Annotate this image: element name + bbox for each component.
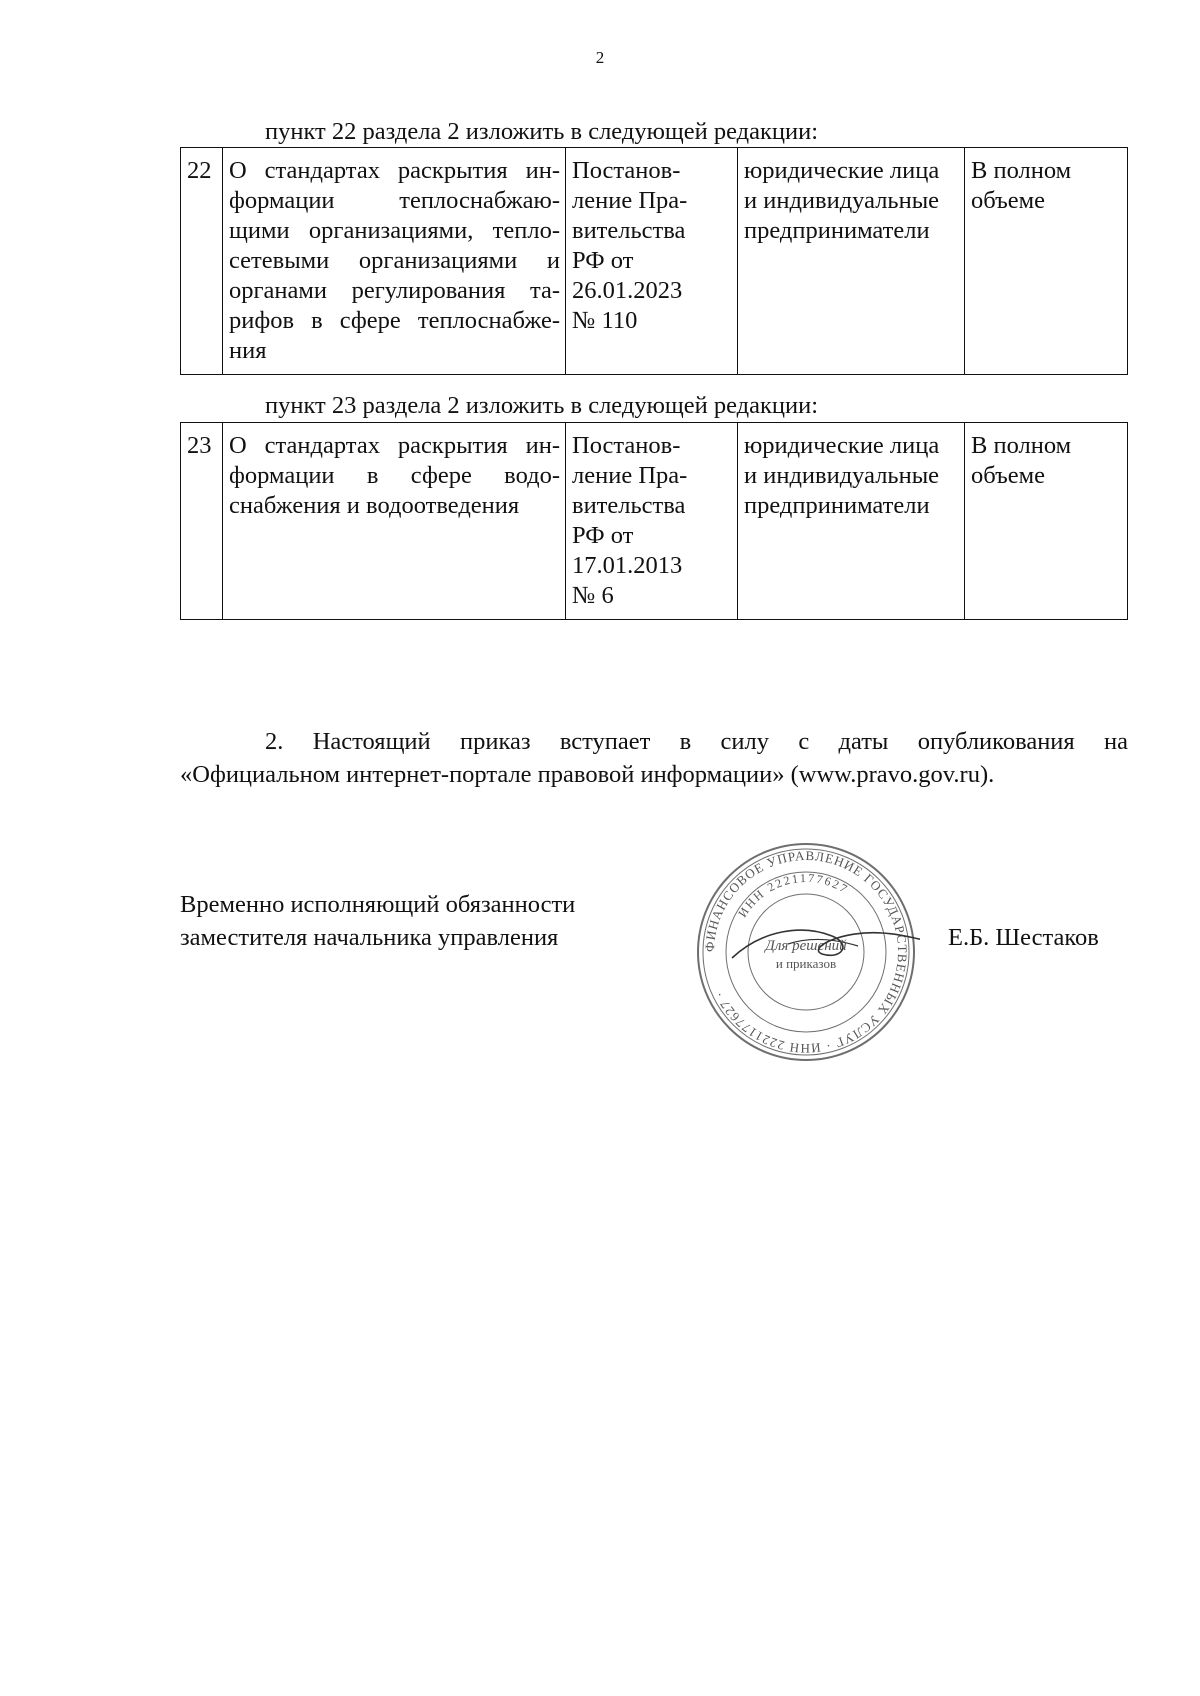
act-line: ление Пра- bbox=[572, 187, 688, 214]
act-line: Постанов- bbox=[572, 157, 681, 184]
paragraph-2 bbox=[180, 725, 1128, 791]
row-subjects-cell bbox=[738, 148, 965, 375]
row-volume-cell bbox=[965, 423, 1128, 620]
subjects-line: предприниматели bbox=[744, 492, 930, 519]
act-line: вительства bbox=[572, 492, 686, 519]
act-line: РФ от bbox=[572, 522, 634, 549]
seal-center-line-2: и приказов bbox=[775, 956, 837, 971]
row-number-cell bbox=[181, 148, 223, 375]
seal-center-line-1: Для решений bbox=[765, 938, 847, 954]
act-line: № 110 bbox=[572, 307, 638, 334]
volume-line: В полном bbox=[971, 157, 1072, 184]
act-line: РФ от bbox=[572, 247, 634, 274]
volume-line: В полном bbox=[971, 432, 1072, 459]
row-name: О стандартах раскрытия ин-формации теплоснабжаю-щими организациями, тепло-сетевыми организациями и органами регулирования та-рифов в сфере теплоснабже-ния bbox=[229, 157, 560, 364]
name-line: формации в сфере водо- bbox=[229, 462, 560, 489]
act-line: 26.01.2023 bbox=[572, 277, 683, 304]
seal-inner-text: ИНН 2221177627 bbox=[735, 870, 852, 920]
row-name-cell bbox=[223, 423, 566, 620]
amendment-table-22 bbox=[180, 147, 1128, 375]
amendment-intro-23: пункт 23 раздела 2 изложить в следующей редакции: bbox=[265, 392, 819, 419]
amendment-table-23 bbox=[180, 422, 1128, 620]
act-line: вительства bbox=[572, 217, 686, 244]
row-act-cell bbox=[566, 148, 738, 375]
signer-name: Е.Б. Шестаков bbox=[948, 924, 1099, 951]
act-line: ление Пра- bbox=[572, 462, 688, 489]
subjects-line: предприниматели bbox=[744, 217, 930, 244]
position-line: Временно исполняющий обязанности bbox=[180, 891, 576, 918]
seal-outer-text: ФИНАНСОВОЕ УПРАВЛЕНИЕ ГОСУДАРСТВЕННЫХ УСЛУГ · ИНН 2221177627 · bbox=[701, 847, 911, 1057]
row-number-cell bbox=[181, 423, 223, 620]
row-volume-cell bbox=[965, 148, 1128, 375]
row-number: 23 bbox=[187, 432, 212, 459]
subjects-line: и индивидуальные bbox=[744, 187, 940, 214]
seal-graphic bbox=[692, 838, 920, 1066]
signatory-position bbox=[180, 888, 575, 954]
act-line: Постанов- bbox=[572, 432, 681, 459]
amendment-intro-22: пункт 22 раздела 2 изложить в следующей редакции: bbox=[265, 118, 819, 145]
row-name-cell bbox=[223, 148, 566, 375]
subjects-line: и индивидуальные bbox=[744, 462, 940, 489]
paragraph-line: 2. Настоящий приказ вступает в силу с даты опубликования на bbox=[265, 728, 1128, 755]
row-number: 22 bbox=[187, 157, 212, 184]
row-subjects-cell bbox=[738, 423, 965, 620]
paragraph-line: «Официальном интернет-портале правовой информации» (www.pravo.gov.ru). bbox=[180, 761, 995, 788]
position-line: заместителя начальника управления bbox=[180, 924, 559, 951]
act-line: 17.01.2013 bbox=[572, 552, 683, 579]
official-seal bbox=[692, 838, 920, 1066]
subjects-line: юридические лица bbox=[744, 157, 940, 184]
name-line: снабжения и водоотведения bbox=[229, 492, 520, 519]
volume-line: объеме bbox=[971, 462, 1046, 489]
table-row bbox=[181, 148, 1128, 375]
subjects-line: юридические лица bbox=[744, 432, 940, 459]
row-act-cell bbox=[566, 423, 738, 620]
page-number: 2 bbox=[595, 48, 605, 67]
act-line: № 6 bbox=[572, 582, 614, 609]
name-line: О стандартах раскрытия ин- bbox=[229, 432, 560, 459]
volume-line: объеме bbox=[971, 187, 1046, 214]
table-row bbox=[181, 423, 1128, 620]
